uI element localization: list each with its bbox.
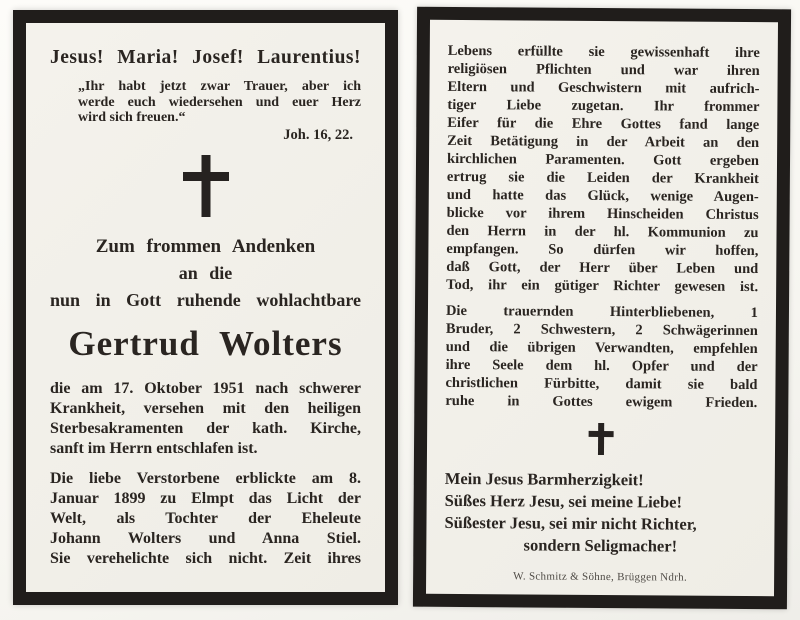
obituary-line: Januar 1899 zu Elmpt das Licht der [50, 490, 361, 507]
obituary-line: die am 17. Oktober 1951 nach schwerer [50, 380, 361, 397]
page-right-content [426, 20, 778, 596]
obituary-line: kirchlichen Paramenten. Gott ergeben [446, 150, 760, 170]
obituary-line: tiger Liebe zugetan. Ihr frommer [447, 96, 760, 116]
indulgence-prayer-line: sondern Seligmacher! [523, 535, 678, 556]
obituary-line: Eltern und Geschwistern mit aufrich- [447, 78, 760, 98]
scripture-reference: Joh. 16, 22. [283, 126, 353, 143]
latin-cross-icon [587, 423, 615, 455]
obituary-paragraph [446, 42, 760, 296]
printer-imprint: W. Schmitz & Söhne, Brüggen Ndrh. [513, 570, 688, 584]
obituary-line: Johann Wolters und Anna Stiel. [50, 530, 361, 547]
cross-vertical-bar [598, 423, 604, 455]
latin-cross-icon [181, 155, 231, 217]
obituary-paragraph [50, 469, 361, 569]
obituary-line: Sterbesakramenten der kath. Kirche, [50, 420, 361, 437]
obituary-line: Die liebe Verstorbene erblickte am 8. [50, 470, 361, 487]
obituary-line: Welt, als Tochter der Eheleute [50, 510, 361, 527]
deceased-name: Gertrud Wolters [68, 324, 343, 363]
obituary-line: blicke vor ihrem Hinscheiden Christus [446, 204, 759, 224]
obituary-line: den Herrn in der hl. Kommunion zu [446, 222, 759, 242]
obituary-line: ruhe in Gottes ewigem Frieden. [445, 392, 758, 412]
indulgence-prayer-line: Süßes Herz Jesu, sei meine Liebe! [444, 490, 683, 512]
dedication-line: an die [178, 263, 233, 283]
obituary-line: Tod, ihr ein gütiger Richter gewesen ist. [446, 276, 759, 296]
saints-invocation: Jesus! Maria! Josef! Laurentius! [50, 47, 361, 68]
obituary-line: und die übrigen Verwandten, empfehlen [445, 338, 758, 358]
obituary-paragraph [50, 379, 361, 459]
scripture-quote [78, 79, 361, 143]
obituary-line: Die trauernden Hinterbliebenen, 1 [445, 302, 759, 322]
obituary-line: religiösen Pflichten und war ihren [447, 60, 760, 80]
dedication-line: nun in Gott ruhende wohlachtbare [50, 290, 361, 310]
indulgence-prayers [444, 468, 757, 558]
obituary-line: ihre Seele dem hl. Opfer und der [445, 356, 758, 376]
obituary-line: Sie verehelichte sich nicht. Zeit ihres [50, 550, 361, 567]
obituary-line: empfangen. So dürfen wir hoffen, [446, 240, 759, 260]
memorial-card-page-left [13, 10, 398, 605]
memorial-card-page-right [413, 7, 791, 610]
obituary-line: Krankheit, versehen mit den heiligen [50, 400, 361, 417]
cross-vertical-bar [201, 155, 210, 217]
scripture-quote-line: wird sich freuen.“ [78, 110, 186, 125]
scripture-quote-line: werde euch wiedersehen und euer Herz [78, 94, 361, 110]
cross-horizontal-bar [183, 172, 229, 181]
dedication-block [50, 233, 361, 313]
indulgence-prayer-line: Mein Jesus Barmherzigkeit! [444, 468, 644, 490]
obituary-line: Eifer für die Ehre Gottes fand lange [447, 114, 760, 134]
cross-horizontal-bar [589, 431, 614, 437]
obituary-line: Lebens erfüllte sie gewissenhaft ihre [447, 42, 760, 62]
obituary-line: Bruder, 2 Schwestern, 2 Schwägerinnen [445, 320, 758, 340]
scripture-quote-line: „Ihr habt jetzt zwar Trauer, aber ich [78, 79, 361, 94]
indulgence-prayer-line: Süßester Jesu, sei mir nicht Richter, [444, 512, 697, 534]
obituary-line: ertrug sie die Leiden der Krankheit [446, 168, 759, 188]
page-left-content [26, 23, 385, 592]
obituary-line: daß Gott, der Herr über Leben und [446, 258, 759, 278]
dedication-line: Zum frommen Andenken [95, 236, 316, 257]
obituary-line: Zeit Betätigung in der Arbeit an den [447, 132, 760, 152]
obituary-line: und hatte das Glück, wenige Augen- [446, 186, 759, 206]
obituary-paragraph [445, 302, 758, 412]
obituary-line: sanft im Herrn entschlafen ist. [50, 440, 258, 457]
obituary-line: christlichen Fürbitte, damit sie bald [445, 374, 758, 394]
